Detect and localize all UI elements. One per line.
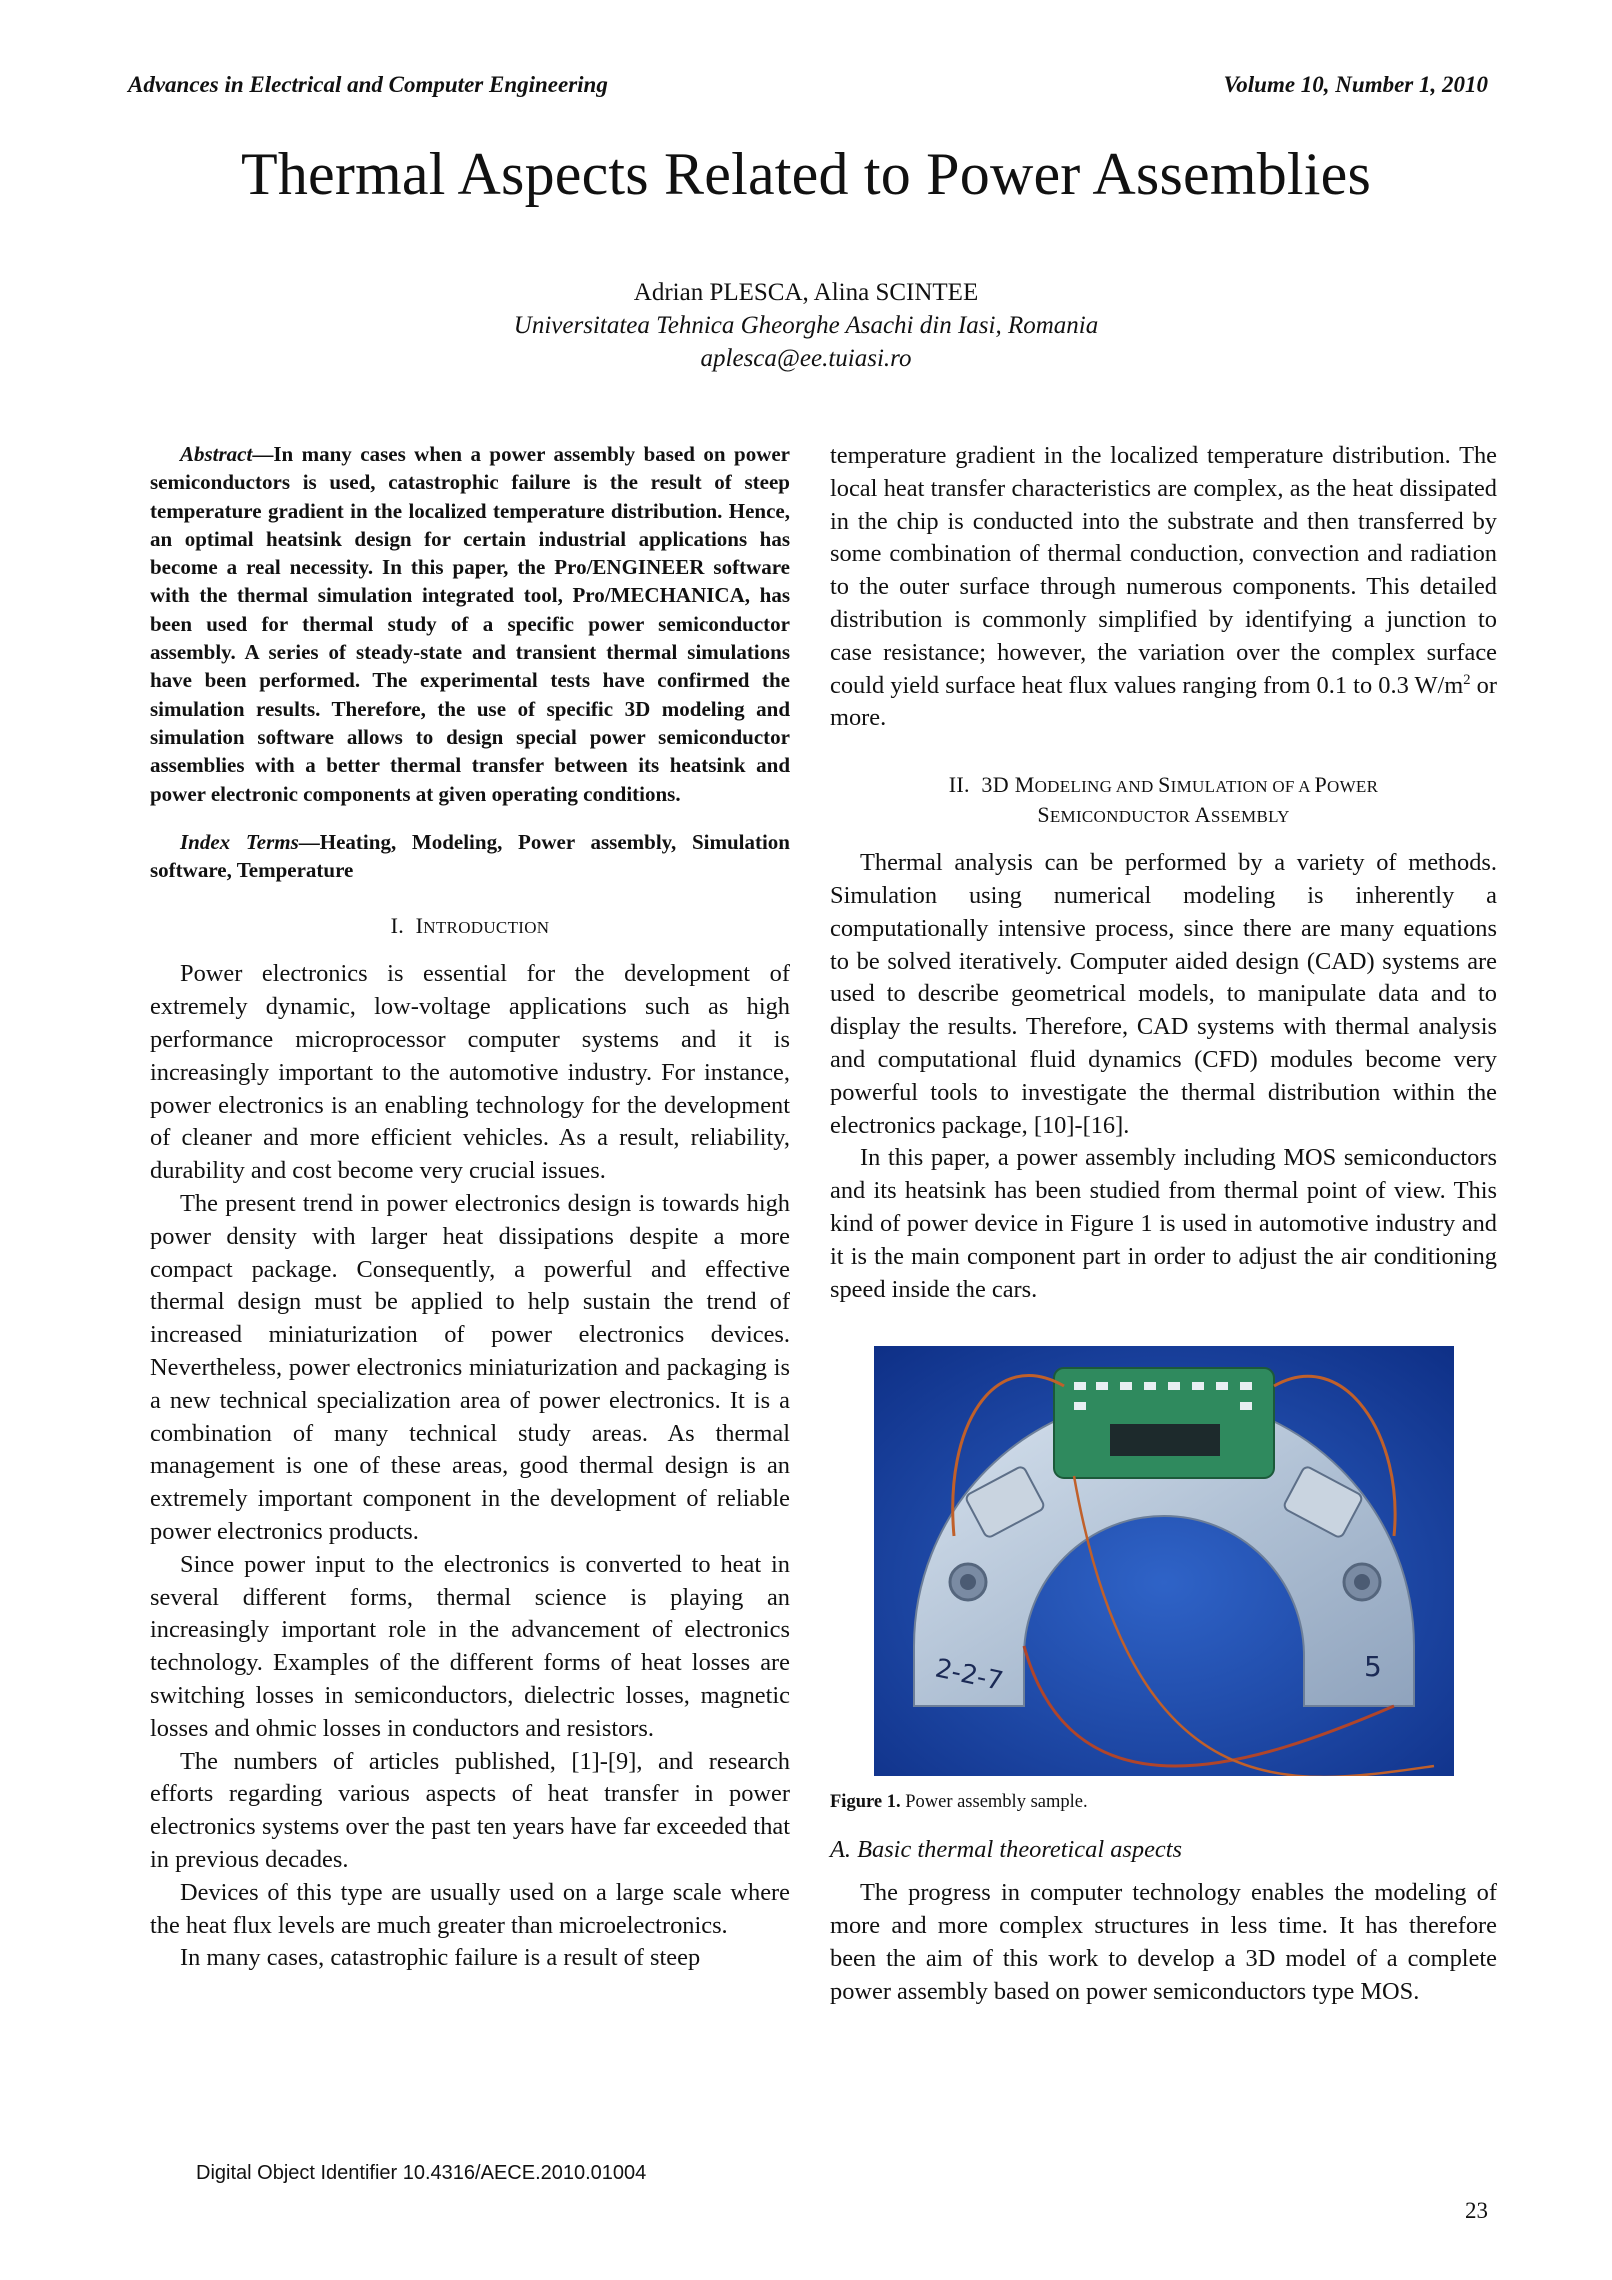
section2-paragraph: In this paper, a power assembly including MOS semiconductors and its heatsink has been studied from thermal point of view. This kind of power device in Figure 1 is used in automotive industry and it is the main component part in order to adjust the air conditioning speed inside the cars. xyxy=(830,1144,1497,1303)
intro-paragraph: Power electronics is essential for the development of extremely dynamic, low-voltage applications such as high performance microprocessor computer systems and it is increasingly important to the automotive industry. For instance, power electronics is an enabling technology for the development of cleaner and more efficient vehicles. As a result, reliability, durability and cost become very crucial issues. xyxy=(150,960,790,1185)
section-heading-3d-modeling: II. 3D MODELING AND SIMULATION OF A POWER SEMICONDUCTOR ASSEMBLY xyxy=(948,772,1379,828)
abstract-text: —In many cases when a power assembly based on power semiconductors is used, catastrophic failure is the result of steep temperature gradient in the localized temperature distribution. Hence, an optimal heatsink design for certain industrial applications has become a real necessity. In this paper, the Pro/ENGINEER software with the thermal simulation integrated tool, Pro/MECHANICA, has been used for thermal study of a specific power semiconductor assembly. A series of steady-state and transient thermal simulations have been performed. The experimental tests have confirmed the simulation results. Therefore, the use of specific 3D modeling and simulation software allows to design special power semiconductor assemblies with a better thermal transfer between its heatsink and power electronic components at given operating conditions. xyxy=(150,442,790,806)
author-block xyxy=(0,276,1612,375)
author-affiliation: Universitatea Tehnica Gheorghe Asachi din Iasi, Romania xyxy=(513,312,1099,339)
left-column xyxy=(150,440,790,1975)
index-terms-label: Index Terms xyxy=(180,829,299,854)
volume-info: Volume 10, Number 1, 2010 xyxy=(1223,72,1488,97)
continued-paragraph: temperature gradient in the localized temperature distribution. The local heat transfer characteristics are complex, as the heat dissipated in the chip is conducted into the substrate and then transferred by some combination of thermal conduction, convection and radiation to the outer surface through numerous components. This detailed distribution is commonly simplified by identifying a junction to case resistance; however, the variation over the complex surface could yield surface heat flux values ranging from 0.1 to 0.3 $W/m^2$ or more. xyxy=(830,442,1497,732)
subsection-heading: A. Basic thermal theoretical aspects xyxy=(830,1836,1183,1864)
handwritten-mark-right: 5 xyxy=(1363,1650,1382,1684)
author-email: aplesca@ee.tuiasi.ro xyxy=(700,345,912,372)
index-terms xyxy=(150,828,790,885)
author-names: Adrian PLESCA, Alina SCINTEE xyxy=(633,279,979,306)
section2-paragraph: Thermal analysis can be performed by a variety of methods. Simulation using numerical modeling is inherently a computationally intensive process, since there are many equations to be solved iteratively. Computer aided design (CAD) systems are used to describe geometrical models, to manipulate data and to display the results. Therefore, CAD systems with thermal analysis and computational fluid dynamics (CFD) modules become very powerful tools to investigate the thermal distribution within the electronics package, [10]-[16]. xyxy=(830,849,1497,1139)
abstract-label: Abstract xyxy=(180,442,253,466)
doi: Digital Object Identifier 10.4316/AECE.2010.01004 xyxy=(196,2162,647,2184)
paper-title: Thermal Aspects Related to Power Assemblies xyxy=(240,141,1372,207)
abstract xyxy=(150,440,790,808)
handwritten-mark-left: 2-2-7 xyxy=(932,1653,1006,1698)
right-column xyxy=(830,440,1497,2008)
index-terms-text: —Heating, Modeling, Power assembly, Simulation software, Temperature xyxy=(150,829,790,883)
subsection-paragraph: The progress in computer technology enables the modeling of more and more complex structures in less time. It has therefore been the aim of this work to develop a 3D model of a complete power assembly based on power semiconductors type MOS. xyxy=(830,1879,1497,2005)
section-heading-introduction: I. INTRODUCTION xyxy=(390,913,550,939)
intro-paragraph: The numbers of articles published, [1]-[9], and research efforts regarding various aspects of heat transfer in power electronics systems over the past ten years have far exceeded that in previous decades. xyxy=(150,1747,790,1873)
journal-name: Advances in Electrical and Computer Engineering xyxy=(128,72,608,97)
power-assembly-photo xyxy=(874,1346,1454,1776)
figure-1-caption: Figure 1. Power assembly sample. xyxy=(830,1792,1088,1813)
intro-paragraph: Devices of this type are usually used on a large scale where the heat flux levels are much greater than microelectronics. xyxy=(150,1878,790,1939)
running-head xyxy=(128,72,1488,98)
intro-paragraph: The present trend in power electronics design is towards high power density with larger heat dissipations despite a more compact package. Consequently, a powerful and effective thermal design must be applied to help sustain the trend of increased miniaturization of power electronics devices. Nevertheless, power electronics miniaturization and packaging is a new technical specialization area of power electronics. It is a combination of many technical study areas. As thermal management is one of these areas, good thermal design is an extremely important component in the development of reliable power electronics products. xyxy=(150,1190,790,1545)
intro-paragraph: Since power input to the electronics is converted to heat in several different forms, thermal science is playing an increasingly important role in the advancement of electronics technology. Examples of the different forms of heat losses are switching losses in semiconductors, dielectric losses, magnetic losses and ohmic losses in conductors and resistors. xyxy=(150,1550,790,1742)
intro-paragraph: In many cases, catastrophic failure is a result of steep xyxy=(180,1944,701,1972)
page-number: 23 xyxy=(1465,2198,1488,2223)
figure-1 xyxy=(830,1346,1497,1814)
